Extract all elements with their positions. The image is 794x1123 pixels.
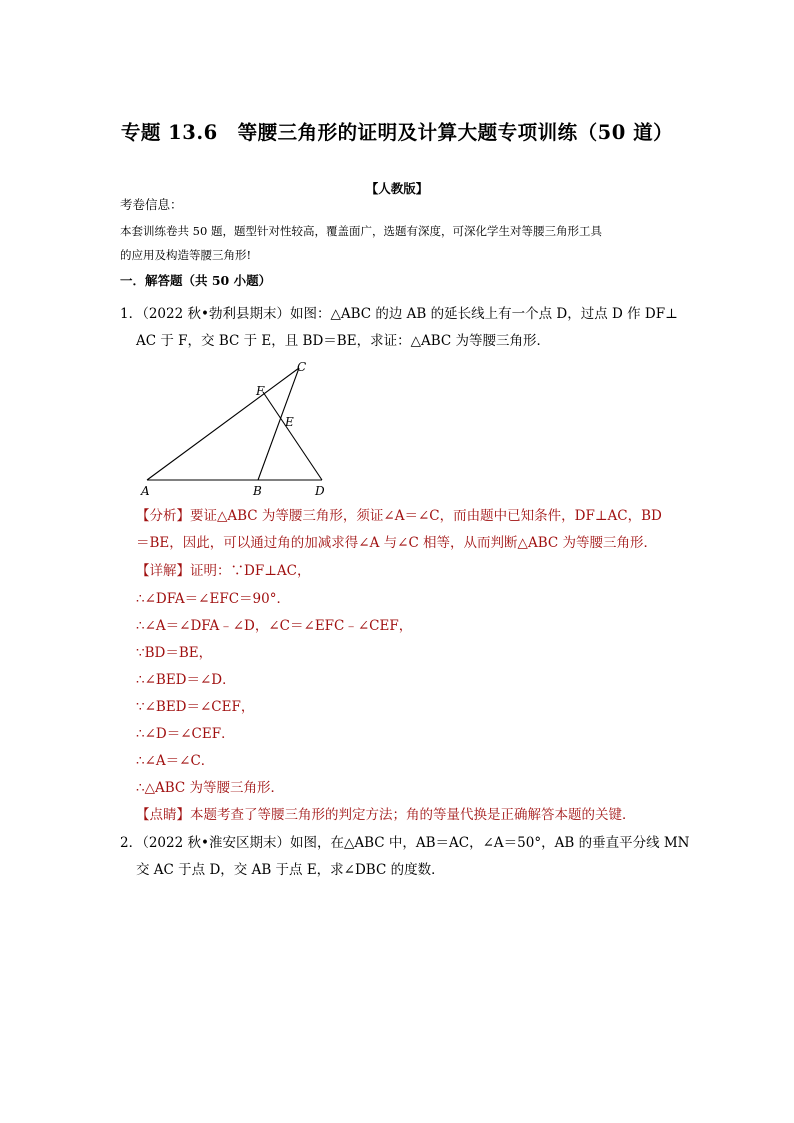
info-line-1: 本套训练卷共 50 题，题型针对性较高，覆盖面广，选题有深度，可深化学生对等腰三角形工具: [120, 224, 602, 238]
line-fd: [263, 392, 322, 480]
proof-step: ∵∠BED＝∠CEF，: [136, 699, 255, 715]
proof-step: ∴△ABC 为等腰三角形．: [136, 780, 285, 796]
comment-line: 【点睛】本题考查了等腰三角形的判定方法；角的等量代换是正确解答本题的关键．: [136, 807, 636, 823]
page-title: 专题 13.6 等腰三角形的证明及计算大题专项训练（50 道）: [120, 121, 674, 144]
detail-line: [136, 561, 310, 581]
label-e: E: [285, 415, 294, 429]
proof-step: ∴∠A＝∠DFA﹣∠D，∠C＝∠EFC﹣∠CEF，: [136, 618, 413, 634]
info-line-2: 的应用及构造等腰三角形!: [120, 248, 252, 262]
label-f: F: [256, 384, 265, 398]
question-2-line-1: 2．（2022 秋•淮安区期末）如图，在△ABC 中，AB＝AC，∠A＝50°，AB 的垂直平分线 MN: [120, 835, 690, 851]
triangle-diagram: [135, 355, 335, 500]
label-d: D: [315, 484, 325, 498]
analysis-line-2: ＝BE，因此，可以通过角的加减求得∠A 与∠C 相等，从而判断△ABC 为等腰三角形．: [136, 535, 657, 551]
proof-step: ∴∠A＝∠C．: [136, 753, 215, 769]
section-heading: 一．解答题（共 50 小题）: [120, 273, 272, 288]
proof-step: ∴∠DFA＝∠EFC＝90°．: [136, 591, 290, 607]
detail-first: 证明：∵DF⊥AC，: [190, 563, 311, 579]
label-c: C: [297, 360, 307, 374]
detail-head: 【详解】: [136, 563, 190, 579]
proof-step: ∴∠BED＝∠D．: [136, 672, 236, 688]
proof-step: ∵BD＝BE，: [136, 645, 213, 661]
info-label: 考卷信息：: [120, 197, 183, 212]
question-2-line-2: 交 AC 于点 D，交 AB 于点 E，求∠DBC 的度数．: [136, 862, 445, 878]
analysis-line-1: 【分析】要证△ABC 为等腰三角形，须证∠A＝∠C，而由题中已知条件，DF⊥AC，BD: [136, 508, 662, 524]
question-1-line-2: AC 于 F，交 BC 于 E，且 BD＝BE，求证：△ABC 为等腰三角形．: [136, 333, 550, 349]
edition-label: 【人教版】: [365, 181, 429, 196]
question-1-line-1: 1．（2022 秋•勃利县期末）如图：△ABC 的边 AB 的延长线上有一个点 D，过点 D 作 DF⊥: [120, 306, 678, 322]
proof-step: ∴∠D＝∠CEF．: [136, 726, 235, 742]
label-b: B: [253, 484, 262, 498]
line-ac: [147, 368, 299, 480]
label-a: A: [141, 484, 150, 498]
